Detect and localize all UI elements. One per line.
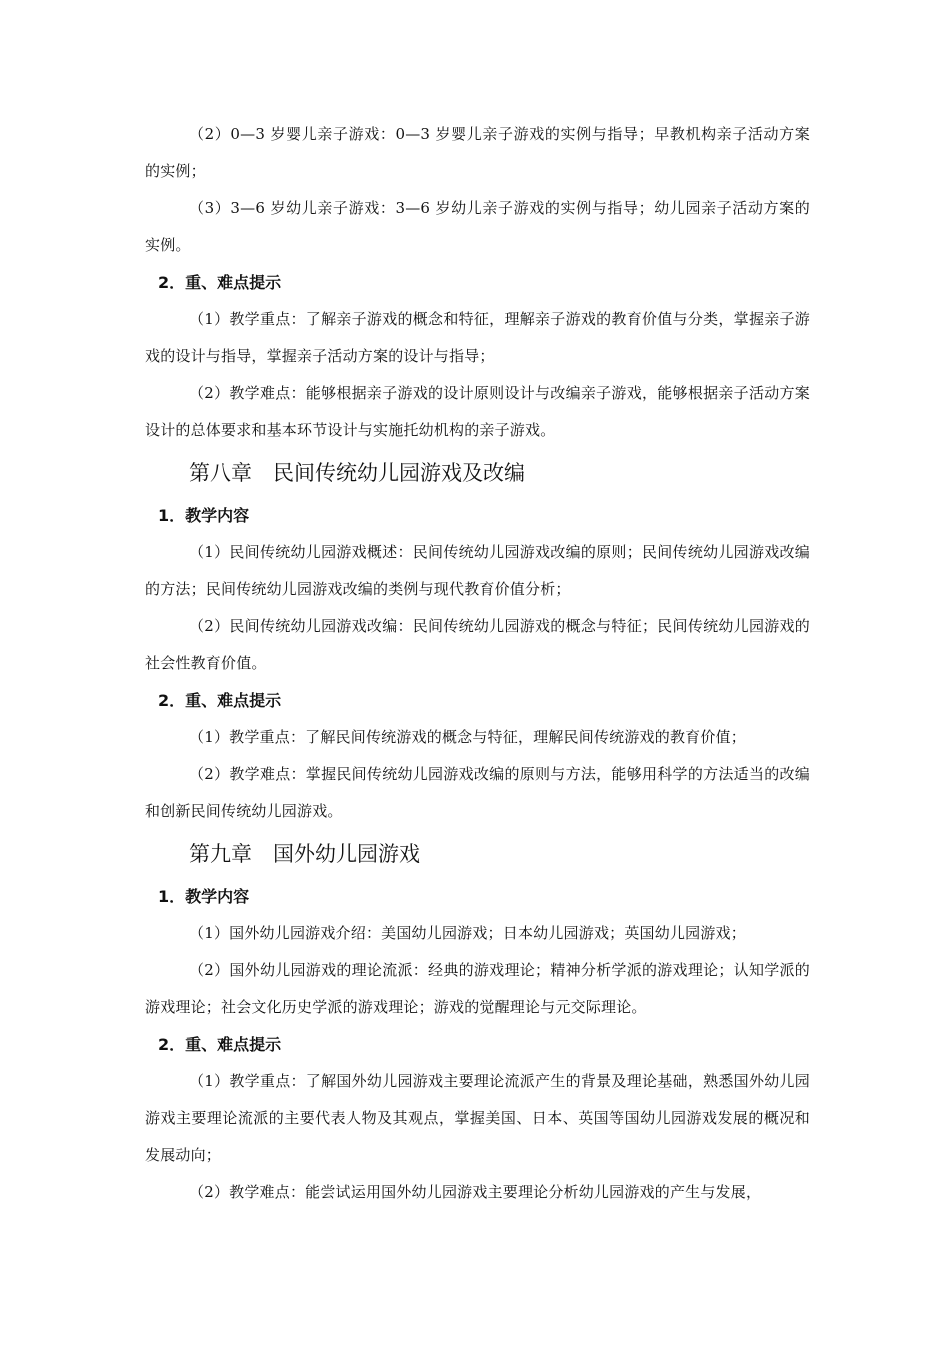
chapter-heading: 第八章 民间传统幼儿园游戏及改编 xyxy=(189,461,525,485)
paragraph: （2）教学难点：掌握民间传统幼儿园游戏改编的原则与方法，能够用科学的方法适当的改编和创新民间传统幼儿园游戏。 xyxy=(145,765,810,820)
document-body xyxy=(145,116,810,1211)
section-heading: 1．教学内容 xyxy=(158,506,250,525)
paragraph: （2）民间传统幼儿园游戏改编：民间传统幼儿园游戏的概念与特征；民间传统幼儿园游戏的社会性教育价值。 xyxy=(145,617,810,672)
paragraph: （2）0—3 岁婴儿亲子游戏：0—3 岁婴儿亲子游戏的实例与指导；早教机构亲子活动方案的实例； xyxy=(145,125,810,180)
section-heading: 2．重、难点提示 xyxy=(158,691,282,710)
section-heading: 1．教学内容 xyxy=(158,887,250,906)
paragraph: （1）教学重点：了解亲子游戏的概念和特征，理解亲子游戏的教育价值与分类，掌握亲子游戏的设计与指导，掌握亲子活动方案的设计与指导； xyxy=(145,310,810,365)
paragraph: （1）教学重点：了解国外幼儿园游戏主要理论流派产生的背景及理论基础，熟悉国外幼儿园游戏主要理论流派的主要代表人物及其观点，掌握美国、日本、英国等国幼儿园游戏发展的概况和发展动向； xyxy=(145,1072,810,1164)
section-heading: 2．重、难点提示 xyxy=(158,1035,282,1054)
paragraph: （2）国外幼儿园游戏的理论流派：经典的游戏理论；精神分析学派的游戏理论；认知学派的游戏理论；社会文化历史学派的游戏理论；游戏的觉醒理论与元交际理论。 xyxy=(145,961,810,1016)
paragraph: （3）3—6 岁幼儿亲子游戏：3—6 岁幼儿亲子游戏的实例与指导；幼儿园亲子活动方案的实例。 xyxy=(145,199,810,254)
paragraph: （2）教学难点：能够根据亲子游戏的设计原则设计与改编亲子游戏，能够根据亲子活动方案设计的总体要求和基本环节设计与实施托幼机构的亲子游戏。 xyxy=(145,384,810,439)
section-heading: 2．重、难点提示 xyxy=(158,273,282,292)
paragraph: （1）国外幼儿园游戏介绍：美国幼儿园游戏；日本幼儿园游戏；英国幼儿园游戏； xyxy=(189,924,746,942)
paragraph: （1）教学重点：了解民间传统游戏的概念与特征，理解民间传统游戏的教育价值； xyxy=(189,728,746,746)
paragraph: （2）教学难点：能尝试运用国外幼儿园游戏主要理论分析幼儿园游戏的产生与发展， xyxy=(189,1183,762,1201)
chapter-heading: 第九章 国外幼儿园游戏 xyxy=(189,842,420,866)
paragraph: （1）民间传统幼儿园游戏概述：民间传统幼儿园游戏改编的原则；民间传统幼儿园游戏改编的方法；民间传统幼儿园游戏改编的类例与现代教育价值分析； xyxy=(145,543,810,598)
